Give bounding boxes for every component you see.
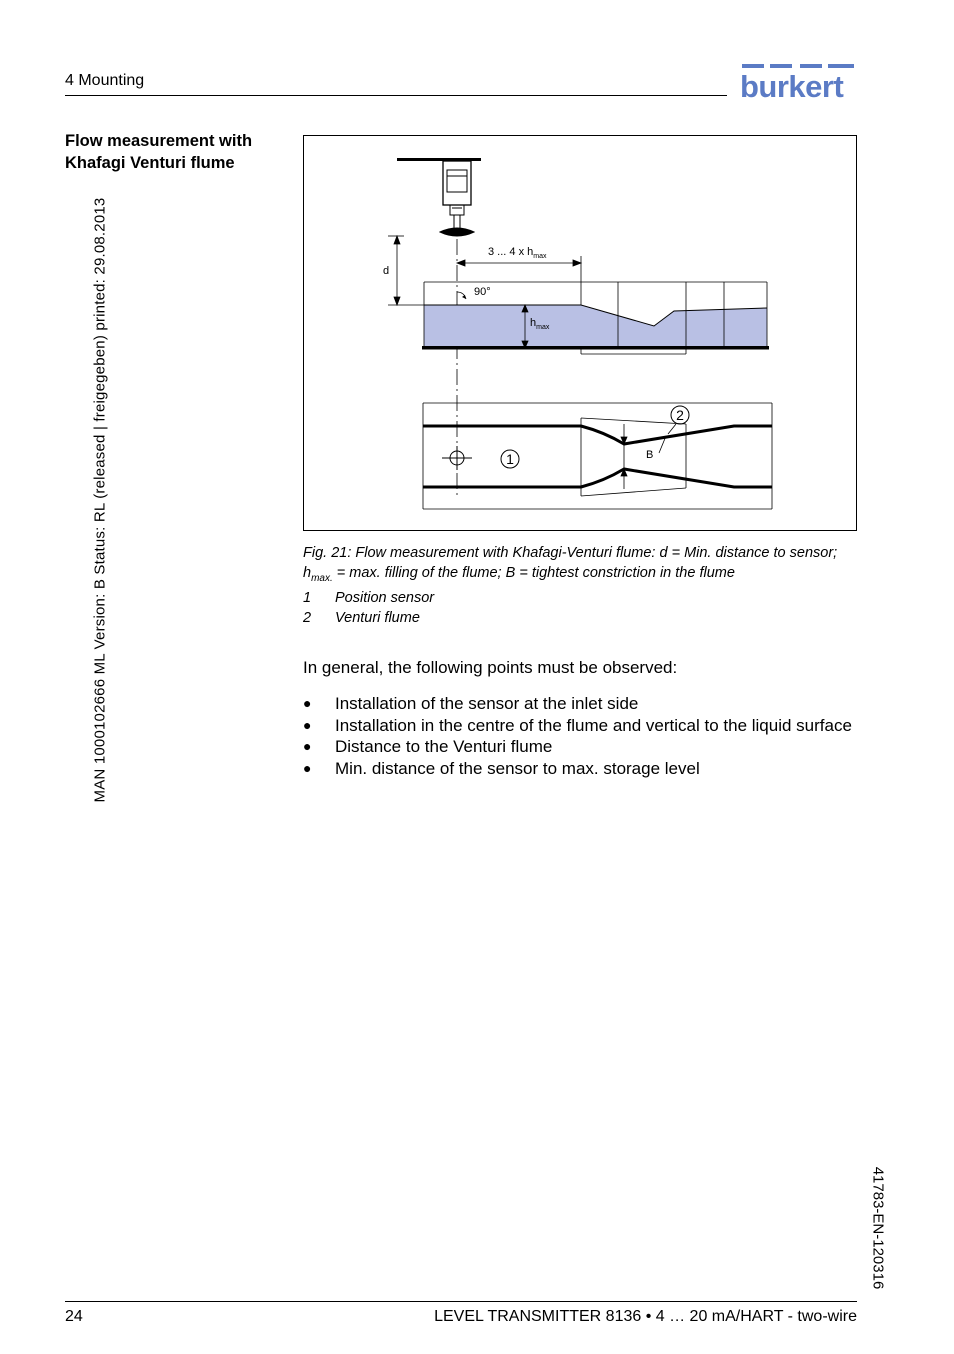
position-sensor-icon xyxy=(442,446,472,470)
dimension-d xyxy=(388,236,424,305)
water-fill xyxy=(424,305,767,348)
sidebar-title: Flow measurement with Khafagi Venturi flume xyxy=(65,132,253,172)
list-item: ● Min. distance of the sensor to max. storage level xyxy=(303,758,700,778)
document-status-note: MAN 1000102666 ML Version: B Status: RL (released | freigegeben) printed: 29.08.2013 xyxy=(91,197,109,803)
marker-2: 2 xyxy=(676,407,684,423)
flume-diagram xyxy=(304,136,856,530)
legend-item: 1 Position sensor xyxy=(303,590,435,606)
flume-walls xyxy=(423,426,772,487)
figure-frame xyxy=(303,135,857,531)
logo-text: burkert xyxy=(740,69,844,100)
document-code: 41783-EN-120316 xyxy=(869,1166,887,1290)
marker-1: 1 xyxy=(506,451,514,467)
label-b: B xyxy=(646,449,654,461)
flume-bottom xyxy=(422,346,769,350)
intro-text: In general, the following points must be observed: xyxy=(303,658,678,677)
list-item: ● Distance to the Venturi flume xyxy=(303,737,553,756)
figure-caption: Fig. 21: Flow measurement with Khafagi-Venturi flume: d = Min. distance to sensor; $h_{max.} = \max$. filling of the flume; B = tightest constriction in the flume xyxy=(303,545,838,584)
page-number: 24 xyxy=(65,1308,83,1325)
footer-rule xyxy=(65,1301,857,1302)
bullet-list xyxy=(303,693,863,779)
header-rule xyxy=(65,95,727,96)
list-item: ● Installation of the sensor at the inlet side xyxy=(303,694,639,713)
figure-legend xyxy=(303,589,434,628)
sensor-icon xyxy=(397,158,481,236)
section-heading: 4 Mounting xyxy=(65,72,145,89)
label-d: d xyxy=(383,265,390,277)
flume-top-view xyxy=(423,403,772,509)
label-angle: 90° xyxy=(474,286,491,298)
list-item: ● Installation in the centre of the flume and vertical to the liquid surface xyxy=(303,715,852,735)
burkert-logo xyxy=(740,64,858,100)
dimension-b xyxy=(621,424,627,489)
footer-title: LEVEL TRANSMITTER 8136 • 4 … 20 mA/HART - two-wire xyxy=(434,1308,857,1325)
label-h: $h_{max}$ xyxy=(530,317,550,331)
legend-item: 2 Venturi flume xyxy=(303,609,420,626)
label-distance: 3 ... 4 x $h_{max}$ xyxy=(488,246,547,260)
